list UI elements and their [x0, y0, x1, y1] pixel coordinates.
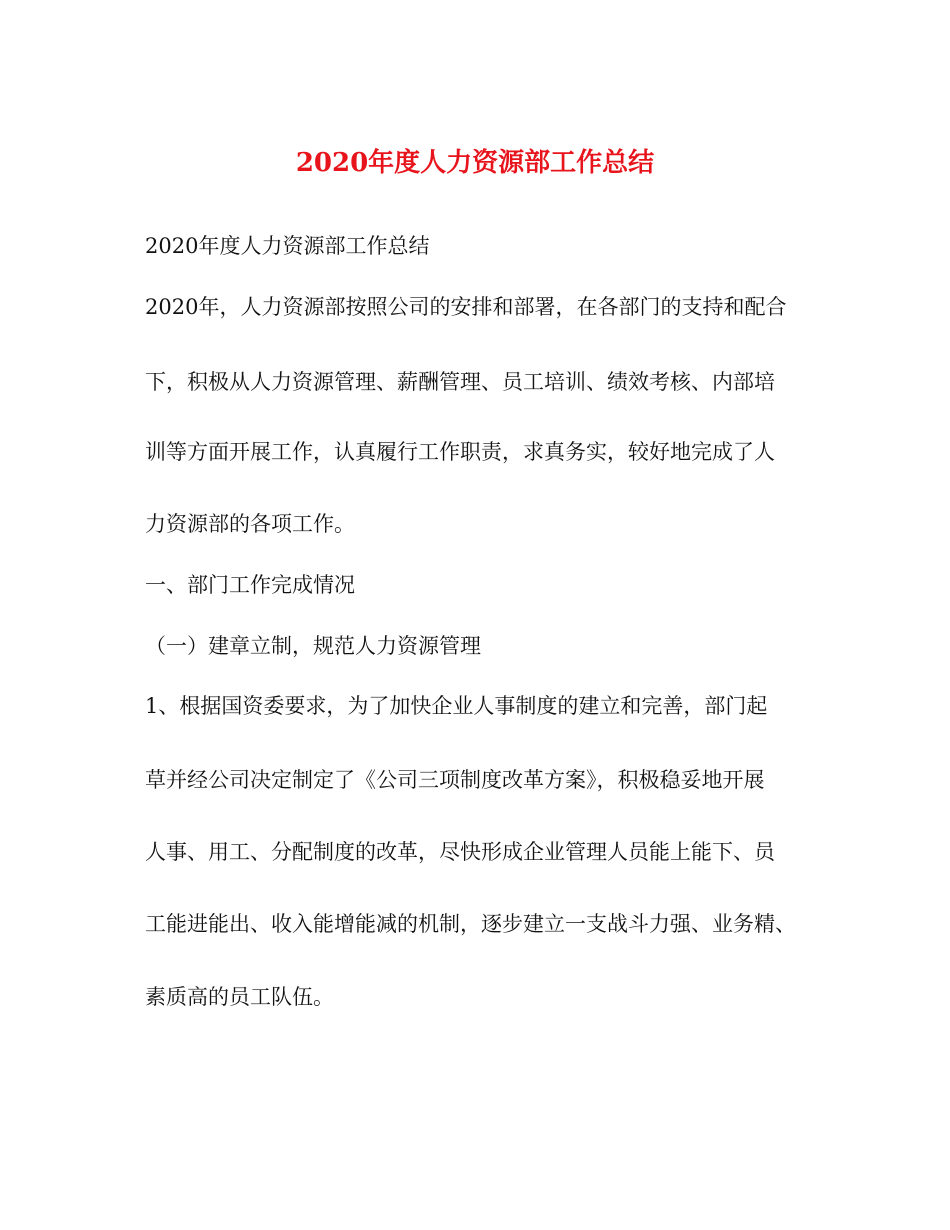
paragraph-line: 工能进能出、收入能增能减的机制，逐步建立一支战斗力强、业务精、 — [145, 912, 796, 936]
document-title: 2020年度人力资源部工作总结 — [295, 148, 655, 178]
paragraph-line: 1、根据国资委要求，为了加快企业人事制度的建立和完善，部门起 — [145, 694, 768, 718]
subtitle-line: 2020年度人力资源部工作总结 — [145, 234, 430, 258]
paragraph-line: 下，积极从人力资源管理、薪酬管理、员工培训、绩效考核、内部培 — [145, 370, 775, 394]
paragraph-line: 训等方面开展工作，认真履行工作职责，求真务实，较好地完成了人 — [145, 440, 775, 464]
paragraph-line: 素质高的员工队伍。 — [145, 985, 334, 1009]
paragraph-line: 草并经公司决定制定了《公司三项制度改革方案》，积极稳妥地开展 — [145, 768, 765, 792]
subsection-heading: （一）建章立制，规范人力资源管理 — [145, 634, 481, 658]
paragraph-line: 力资源部的各项工作。 — [145, 512, 355, 536]
section-heading: 一、部门工作完成情况 — [145, 573, 355, 597]
paragraph-line: 人事、用工、分配制度的改革，尽快形成企业管理人员能上能下、员 — [145, 840, 775, 864]
paragraph-line: 2020年，人力资源部按照公司的安排和部署，在各部门的支持和配合 — [145, 295, 787, 319]
